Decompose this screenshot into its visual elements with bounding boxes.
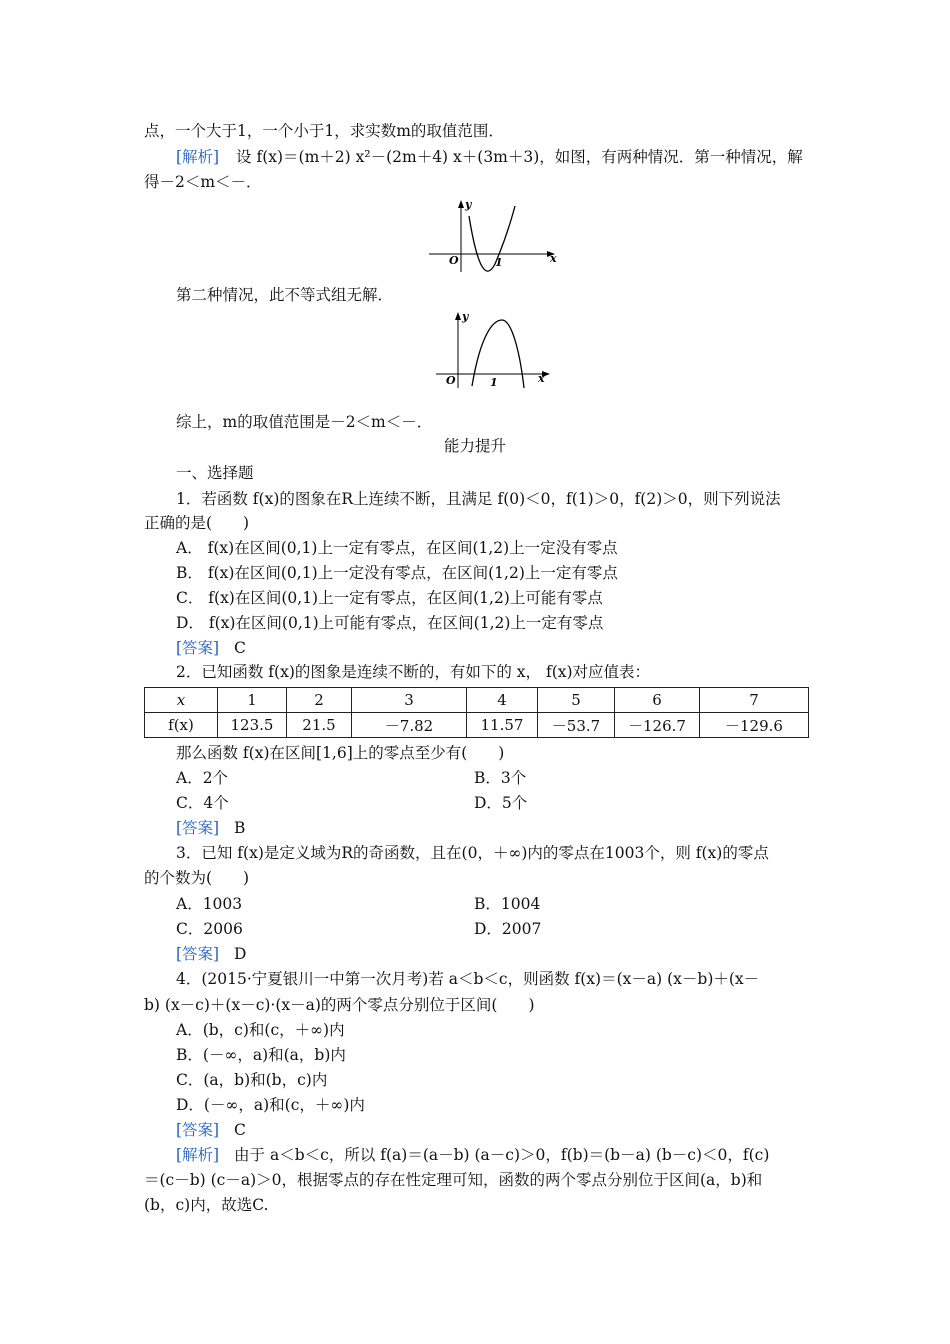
figure-upward-parabola [425, 196, 560, 278]
answer-tag: [答案] [176, 819, 220, 837]
intro-line-3: 得－2＜m＜－． [144, 173, 262, 191]
y-axis-arrow-icon [455, 312, 461, 320]
q4-line-1: 4．(2015·宁夏银川一中第一次月考)若 a＜b＜c，则函数 f(x)＝(x－a) (x－b)＋(x－ [176, 970, 760, 988]
x-label: x [550, 252, 557, 265]
table-cell: 123.5 [218, 713, 287, 738]
q4-answer [176, 1120, 246, 1140]
intro-line-1: 点，一个大于1，一个小于1，求实数m的取值范围． [144, 122, 504, 140]
table-cell: 4 [467, 688, 538, 713]
q4-option-b: B．(－∞，a)和(a，b)内 [176, 1046, 346, 1064]
table-cell: 5 [538, 688, 615, 713]
table-cell: 7 [700, 688, 809, 713]
intro-line-4: 第二种情况，此不等式组无解． [176, 286, 394, 304]
table-cell: 3 [352, 688, 467, 713]
value-table [144, 687, 809, 738]
table-cell: 2 [287, 688, 352, 713]
q4-option-d: D．(－∞，a)和(c，＋∞)内 [176, 1096, 365, 1114]
table-cell: －53.7 [538, 713, 615, 738]
q1-option-b: B． f(x)在区间(0,1)上一定没有零点，在区间(1,2)上一定有零点 [176, 564, 618, 582]
q4-line-2: b) (x－c)＋(x－c)·(x－a)的两个零点分别位于区间( ) [144, 996, 535, 1014]
q2-option-b: B．3个 [474, 769, 527, 787]
table-cell: 1 [218, 688, 287, 713]
table-cell: 6 [615, 688, 700, 713]
q1-option-a: A． f(x)在区间(0,1)上一定有零点，在区间(1,2)上一定没有零点 [176, 539, 618, 557]
table-cell: －7.82 [352, 713, 467, 738]
q2-option-a: A．2个 [176, 769, 229, 787]
answer-value: D [234, 945, 247, 963]
q2-line-2: 那么函数 f(x)在区间[1,6]上的零点至少有( ) [176, 744, 505, 762]
y-axis-arrow-icon [458, 200, 464, 208]
origin-label: O [446, 374, 456, 387]
table-cell: －126.7 [615, 713, 700, 738]
section-title: 能力提升 [443, 437, 506, 455]
q4-option-c: C．(a，b)和(b，c)内 [176, 1071, 328, 1089]
analysis-text: 由于 a＜b＜c，所以 f(a)＝(a－b) (a－c)＞0，f(b)＝(b－a) (b－c)＜0，f(c) [234, 1146, 770, 1164]
table-row [145, 688, 809, 713]
q1-line-1: 1．若函数 f(x)的图象在R上连续不断，且满足 f(0)＜0，f(1)＞0，f(2)＞0，则下列说法 [176, 490, 781, 508]
table-header-x: x [145, 688, 218, 713]
part-title: 一、选择题 [176, 464, 254, 482]
answer-value: C [234, 639, 246, 657]
q2-option-c: C．4个 [176, 794, 229, 812]
q2-answer [176, 818, 245, 838]
y-label: y [465, 198, 472, 211]
analysis-tag: [解析] [176, 1146, 220, 1164]
table-row [145, 713, 809, 738]
q4-analysis-line-3: (b，c)内，故选C. [144, 1196, 269, 1214]
answer-tag: [答案] [176, 1121, 220, 1139]
q1-answer [176, 638, 246, 658]
origin-label: O [449, 254, 459, 267]
q3-option-d: D．2007 [474, 920, 542, 938]
table-cell: 11.57 [467, 713, 538, 738]
q1-option-c: C． f(x)在区间(0,1)上一定有零点，在区间(1,2)上可能有零点 [176, 589, 603, 607]
table-cell: －129.6 [700, 713, 809, 738]
answer-tag: [答案] [176, 639, 220, 657]
q4-analysis-line-1 [176, 1145, 769, 1165]
intro-line-2 [176, 147, 803, 167]
q2-line-1: 2．已知函数 f(x)的图象是连续不断的，有如下的 x， f(x)对应值表： [176, 663, 651, 681]
q3-option-c: C．2006 [176, 920, 243, 938]
parabola-curve [472, 320, 524, 388]
q4-option-a: A．(b，c)和(c，＋∞)内 [176, 1021, 345, 1039]
q3-answer [176, 944, 246, 964]
y-label: y [462, 310, 469, 323]
intro-line-5: 综上，m的取值范围是－2＜m＜－． [176, 413, 433, 431]
q1-option-d: D． f(x)在区间(0,1)上可能有零点，在区间(1,2)上一定有零点 [176, 614, 604, 632]
tick-label: 1 [495, 256, 503, 269]
q2-option-d: D．5个 [474, 794, 528, 812]
q3-option-b: B．1004 [474, 895, 541, 913]
q4-analysis-line-2: ＝(c－b) (c－a)＞0，根据零点的存在性定理可知，函数的两个零点分别位于区间(a，b)和 [144, 1171, 763, 1189]
intro-line-2-text: 设 f(x)＝(m＋2) x²－(2m＋4) x＋(3m＋3)，如图，有两种情况．第一种情况，解 [236, 148, 803, 166]
table-cell: 21.5 [287, 713, 352, 738]
answer-value: C [234, 1121, 246, 1139]
table-header-fx: f(x) [145, 713, 218, 738]
q3-option-a: A．1003 [176, 895, 243, 913]
q3-line-2: 的个数为( ) [144, 869, 250, 887]
x-label: x [538, 372, 545, 385]
q3-line-1: 3．已知 f(x)是定义域为R的奇函数，且在(0，＋∞)内的零点在1003个，则 f(x)的零点 [176, 844, 769, 862]
analysis-tag: [解析] [176, 148, 220, 166]
answer-tag: [答案] [176, 945, 220, 963]
parabola-curve [469, 206, 515, 271]
answer-value: B [234, 819, 246, 837]
q1-line-2: 正确的是( ) [144, 514, 250, 532]
figure-downward-parabola [432, 308, 557, 394]
tick-label: 1 [490, 376, 498, 389]
